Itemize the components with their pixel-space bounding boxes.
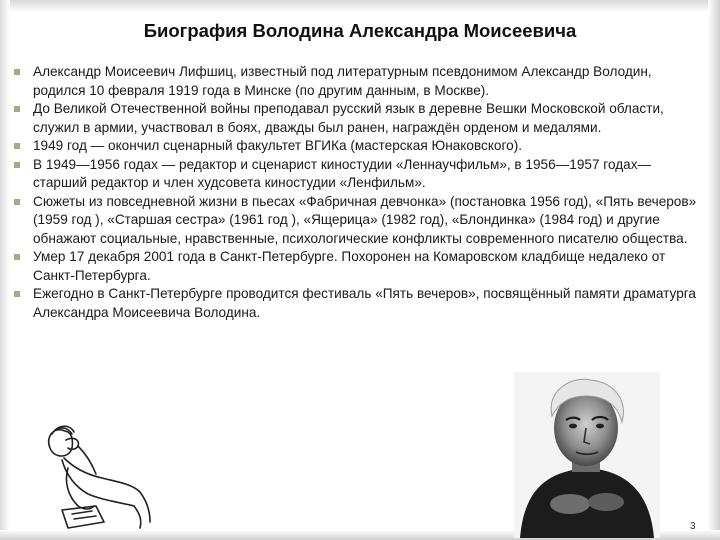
page-number: 3	[690, 521, 696, 532]
slide-title: Биография Володина Александра Моисеевича	[143, 20, 577, 41]
portrait-photo-image	[514, 372, 660, 538]
bullet-item	[14, 100, 704, 137]
bullet-text: Александр Моисеевич Лифшиц, известный под литературным псевдонимом Александр Володин, родился 10 февраля 1919 года в Минске (по другим данным, в Москве).	[33, 64, 652, 98]
frame-left	[0, 0, 10, 540]
bullet-marker-icon	[14, 199, 20, 205]
bullet-marker-icon	[14, 106, 20, 112]
bullet-item	[14, 137, 704, 156]
bullet-marker-icon	[14, 69, 20, 75]
bullet-item	[14, 156, 704, 193]
bullet-marker-icon	[14, 291, 20, 297]
bullet-item	[14, 285, 704, 322]
bullet-marker-icon	[14, 254, 20, 260]
frame-top	[0, 0, 720, 12]
bullet-item	[14, 193, 704, 249]
bullet-text: Сюжеты из повседневной жизни в пьесах «Фабричная девчонка» (постановка 1956 год), «Пять вечеров» (1959 год ), «Старшая сестра» (1961 год ), «Ящерица» (1982 год), «Блондинка» (1984 год) и другие обнажают социальные, нравственные, психологические конфликты современного писателю общества.	[33, 193, 697, 246]
writer-sketch-image	[22, 410, 157, 534]
bullet-text: До Великой Отечественной войны преподавал русский язык в деревне Вешки Московской области, служил в армии, участвовал в боях, дважды был ранен, награждён орденом и медалями.	[33, 101, 664, 135]
bullet-text: В 1949—1956 годах — редактор и сценарист киностудии «Леннаучфильм», в 1956—1957 годах— старший редактор и член худсовета киностудии «Ленфильм».	[33, 156, 652, 190]
bullet-list	[14, 63, 704, 322]
bullet-item	[14, 63, 704, 100]
bullet-text: 1949 год — окончил сценарный факультет ВГИКа (мастерская Юнаковского).	[33, 138, 523, 153]
bullet-text: Умер 17 декабря 2001 года в Санкт-Петербурге. Похоронен на Комаровском кладбище недалеко от Санкт-Петербурга.	[33, 249, 666, 283]
frame-right	[708, 0, 720, 540]
bullet-item	[14, 248, 704, 285]
bullet-text: Ежегодно в Санкт-Петербурге проводится фестиваль «Пять вечеров», посвящённый памяти драматурга Александра Моисеевича Володина.	[33, 286, 696, 320]
bullet-marker-icon	[14, 162, 20, 168]
bullet-marker-icon	[14, 143, 20, 149]
